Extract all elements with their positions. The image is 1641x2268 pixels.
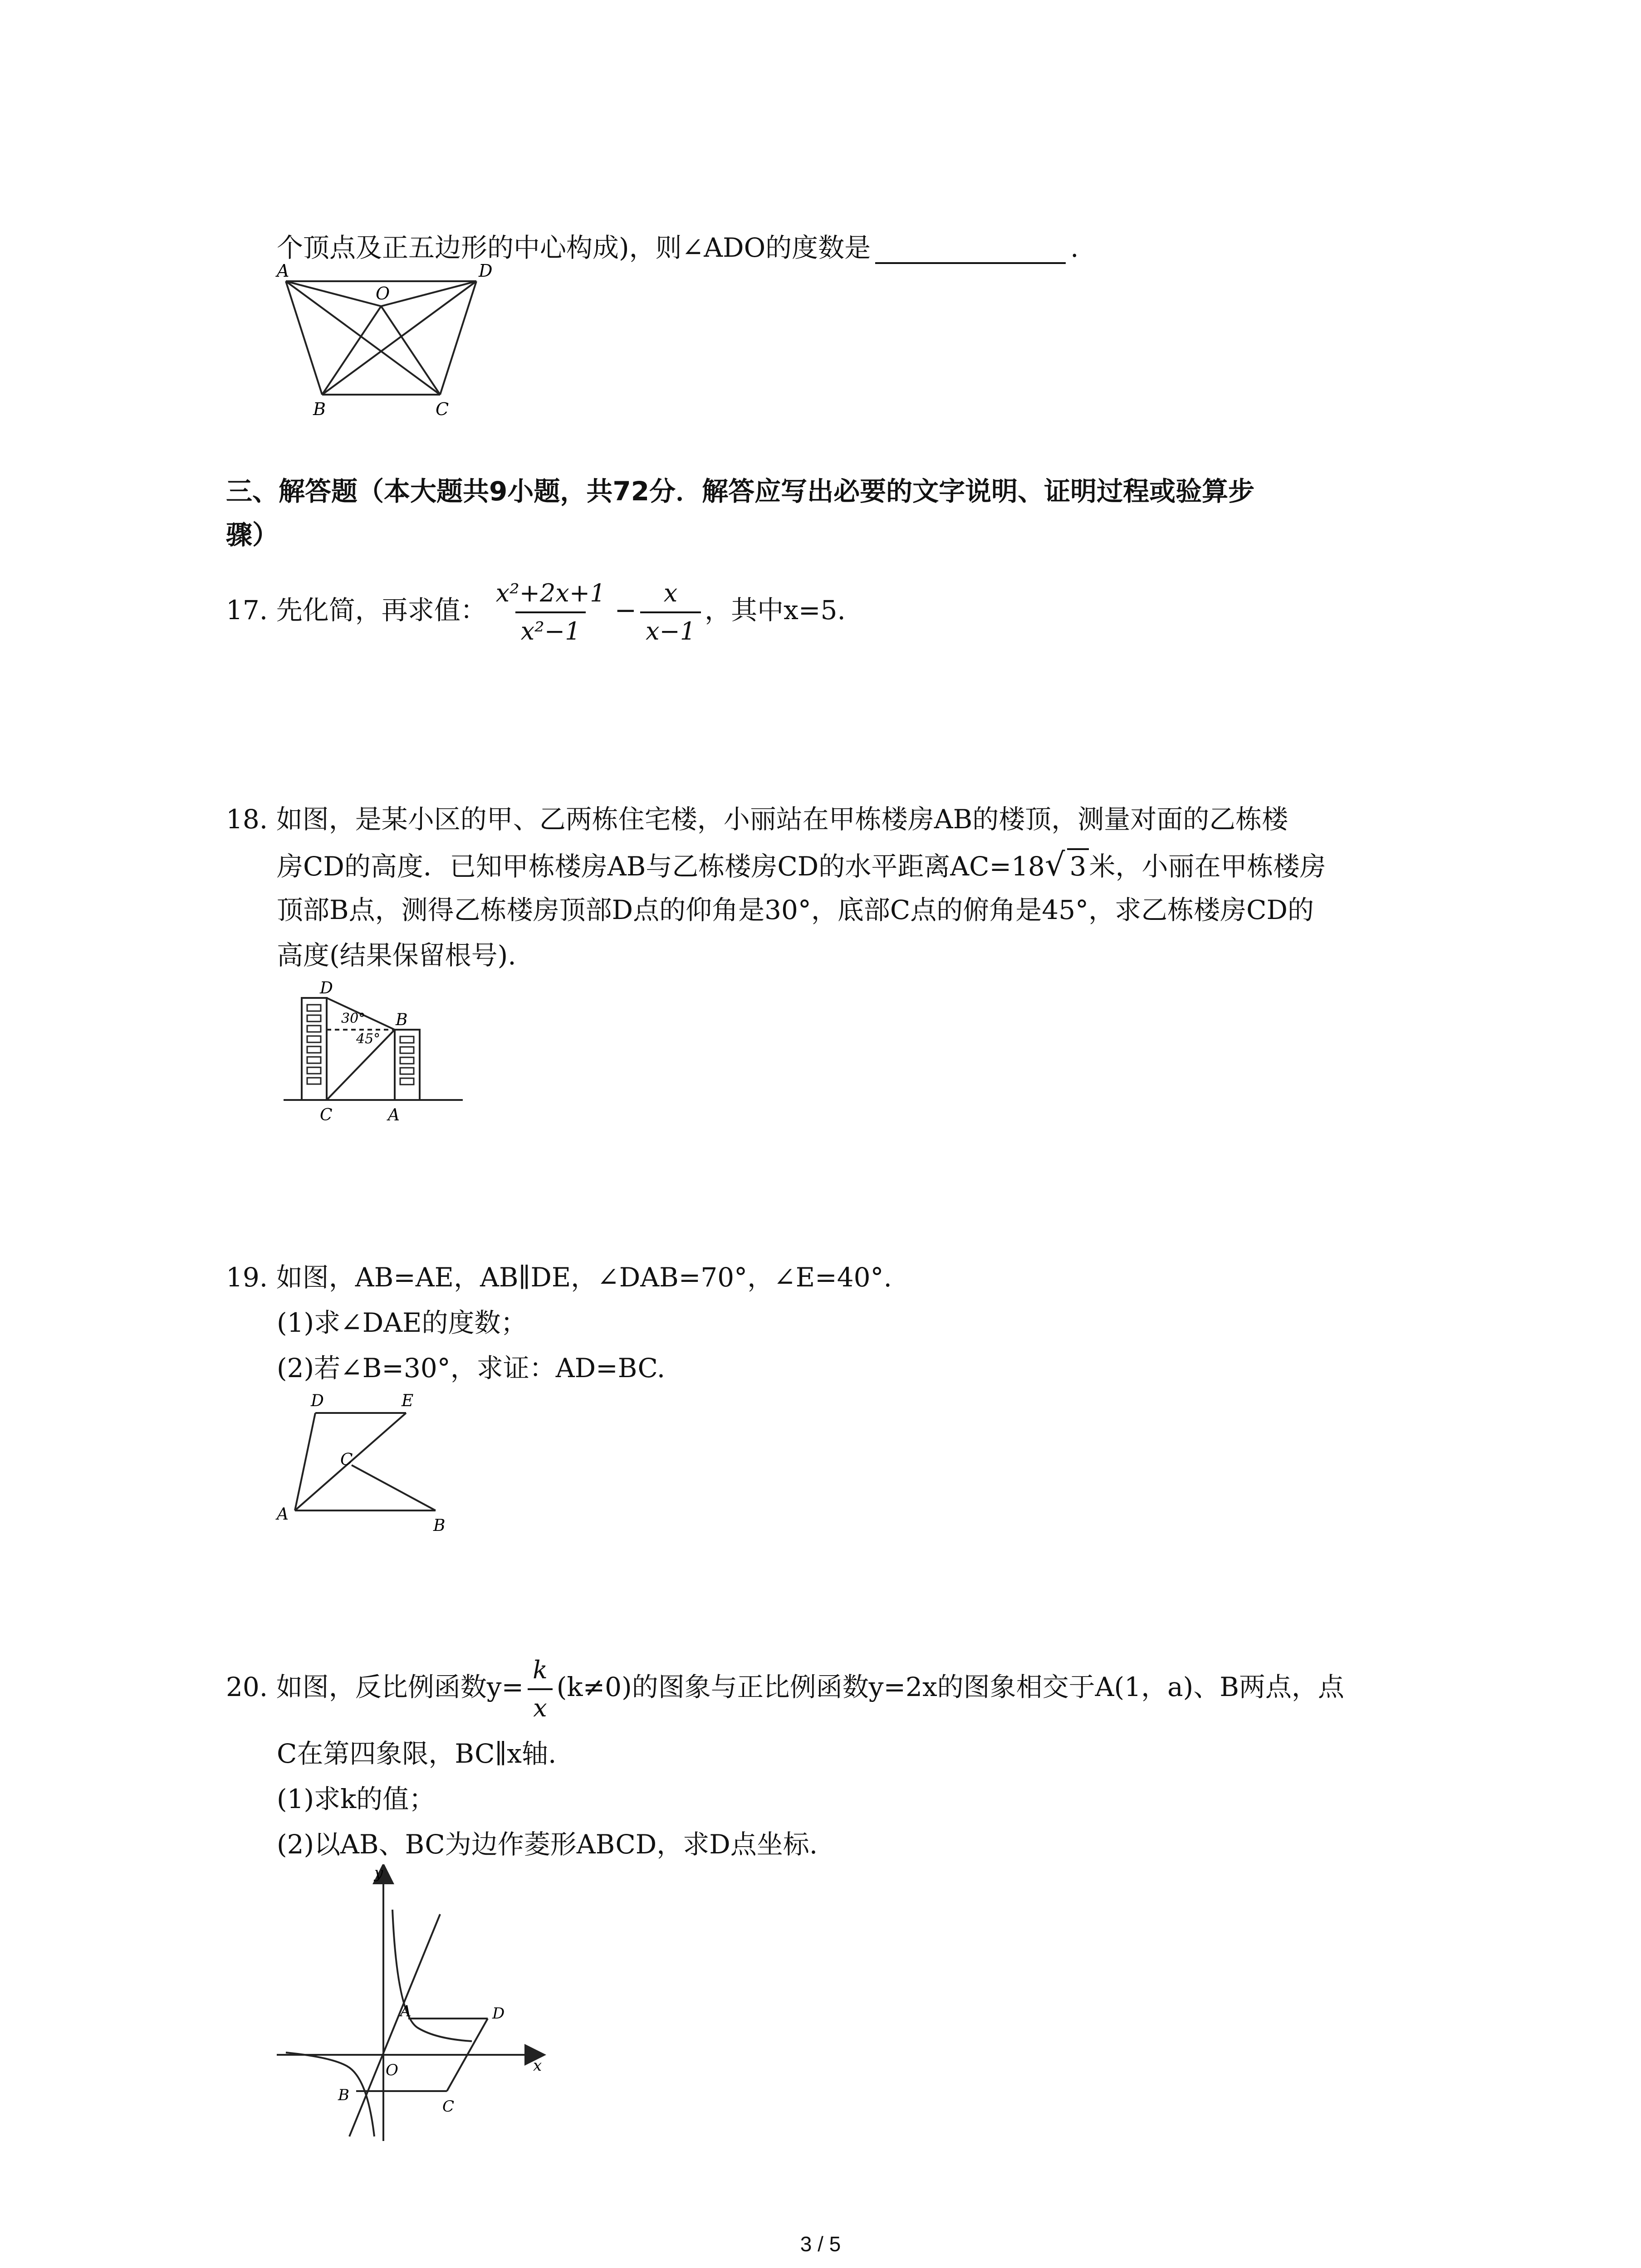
q19-part2: (2)若∠B=30°，求证：AD=BC. xyxy=(277,1353,666,1383)
q18-sqrt: 3 xyxy=(1067,848,1089,883)
label-A: A xyxy=(277,1505,289,1524)
figure-triangles xyxy=(272,1388,467,1538)
label-E: E xyxy=(402,1392,414,1410)
question-17 xyxy=(226,576,846,646)
q17-number: 17. xyxy=(226,595,268,626)
label-D: D xyxy=(479,263,493,281)
q17-fraction-2 xyxy=(640,579,701,646)
q17-frac2-den: x−1 xyxy=(640,611,701,646)
label-D: D xyxy=(311,1392,324,1410)
page-number: 3 / 5 xyxy=(800,2232,841,2256)
angle-30: 30° xyxy=(341,1011,366,1026)
q16-end: . xyxy=(1070,232,1079,263)
q20-part2: (2)以AB、BC为边作菱形ABCD，求D点坐标. xyxy=(277,1829,818,1860)
label-C: C xyxy=(340,1451,353,1469)
q20-part1: (1)求k的值； xyxy=(277,1784,436,1814)
angle-45: 45° xyxy=(356,1031,381,1047)
q19-line1 xyxy=(226,1261,892,1294)
q17-fraction-1 xyxy=(490,579,611,646)
label-x: x xyxy=(533,2057,542,2075)
q18-text2b: 米，小丽在甲栋楼房 xyxy=(1089,851,1326,882)
q20-number: 20. xyxy=(226,1672,268,1703)
label-A: A xyxy=(388,1106,400,1124)
q18-text2a: 房CD的高度．已知甲栋楼房AB与乙栋楼房CD的水平距离AC=18 xyxy=(277,851,1045,882)
q17-frac1-num: x²+2x+1 xyxy=(495,578,606,607)
label-y: y xyxy=(374,1864,383,1882)
figure-coordinate-plane xyxy=(272,1864,554,2150)
q17-lead: 先化简，再求值： xyxy=(276,595,487,626)
q18-text1: 如图，是某小区的甲、乙两栋住宅楼，小丽站在甲栋楼房AB的楼顶，测量对面的乙栋楼 xyxy=(276,804,1288,835)
q20-frac-den: x xyxy=(528,1688,552,1723)
q18-line2: 房CD的高度．已知甲栋楼房AB与乙栋楼房CD的水平距离AC=18√ 3 米，小丽在甲栋楼房 xyxy=(277,846,1326,883)
label-O: O xyxy=(376,284,390,303)
q20-text1b: (k≠0)的图象与正比例函数y=2x的图象相交于A(1，a)、B两点，点 xyxy=(556,1672,1344,1703)
q17-frac1-den: x²−1 xyxy=(515,611,586,646)
q19-number: 19. xyxy=(226,1262,268,1293)
label-C: C xyxy=(320,1106,333,1124)
q20-text1a: 如图，反比例函数y= xyxy=(276,1672,524,1703)
label-B: B xyxy=(396,1011,408,1029)
section-heading xyxy=(226,469,1254,557)
q18-line3: 顶部B点，测得乙栋楼房顶部D点的仰角是30°，底部C点的俯角是45°，求乙栋楼房CD的 xyxy=(277,894,1314,925)
figure-buildings xyxy=(277,975,476,1129)
label-D: D xyxy=(492,2004,505,2023)
q19-part1: (1)求∠DAE的度数； xyxy=(277,1307,527,1338)
label-B: B xyxy=(338,2086,349,2104)
label-D: D xyxy=(320,979,333,997)
q19-text1: 如图，AB=AE，AB∥DE，∠DAB=70°，∠E=40°. xyxy=(276,1262,892,1293)
q16-text: 个顶点及正五边形的中心构成)，则∠ADO的度数是 xyxy=(277,232,871,263)
q16-continuation xyxy=(277,231,1079,264)
q18-line4: 高度(结果保留根号). xyxy=(277,940,516,971)
q18-line1 xyxy=(226,803,1288,836)
figure-pentagon-trapezoid xyxy=(272,263,508,417)
label-O: O xyxy=(386,2061,398,2079)
label-B: B xyxy=(313,399,326,417)
label-B: B xyxy=(433,1516,446,1535)
q17-frac2-num: x xyxy=(663,578,678,607)
q20-fraction xyxy=(527,1656,553,1723)
section-heading-line1: 三、解答题（本大题共9小题，共72分．解答应写出必要的文字说明、证明过程或验算步 xyxy=(226,476,1255,507)
q17-minus: − xyxy=(614,595,637,626)
answer-blank xyxy=(875,237,1066,264)
q18-number: 18. xyxy=(226,804,268,835)
q17-tail: ，其中x=5. xyxy=(705,595,846,626)
section-heading-line2: 骤） xyxy=(226,519,279,550)
label-A: A xyxy=(277,263,289,281)
q20-line2: C在第四象限，BC∥x轴. xyxy=(277,1738,557,1769)
label-A: A xyxy=(400,2002,411,2020)
q20-frac-num: k xyxy=(533,1656,548,1684)
q20-line1 xyxy=(226,1656,1344,1723)
label-C: C xyxy=(436,399,449,417)
label-C: C xyxy=(442,2097,455,2116)
